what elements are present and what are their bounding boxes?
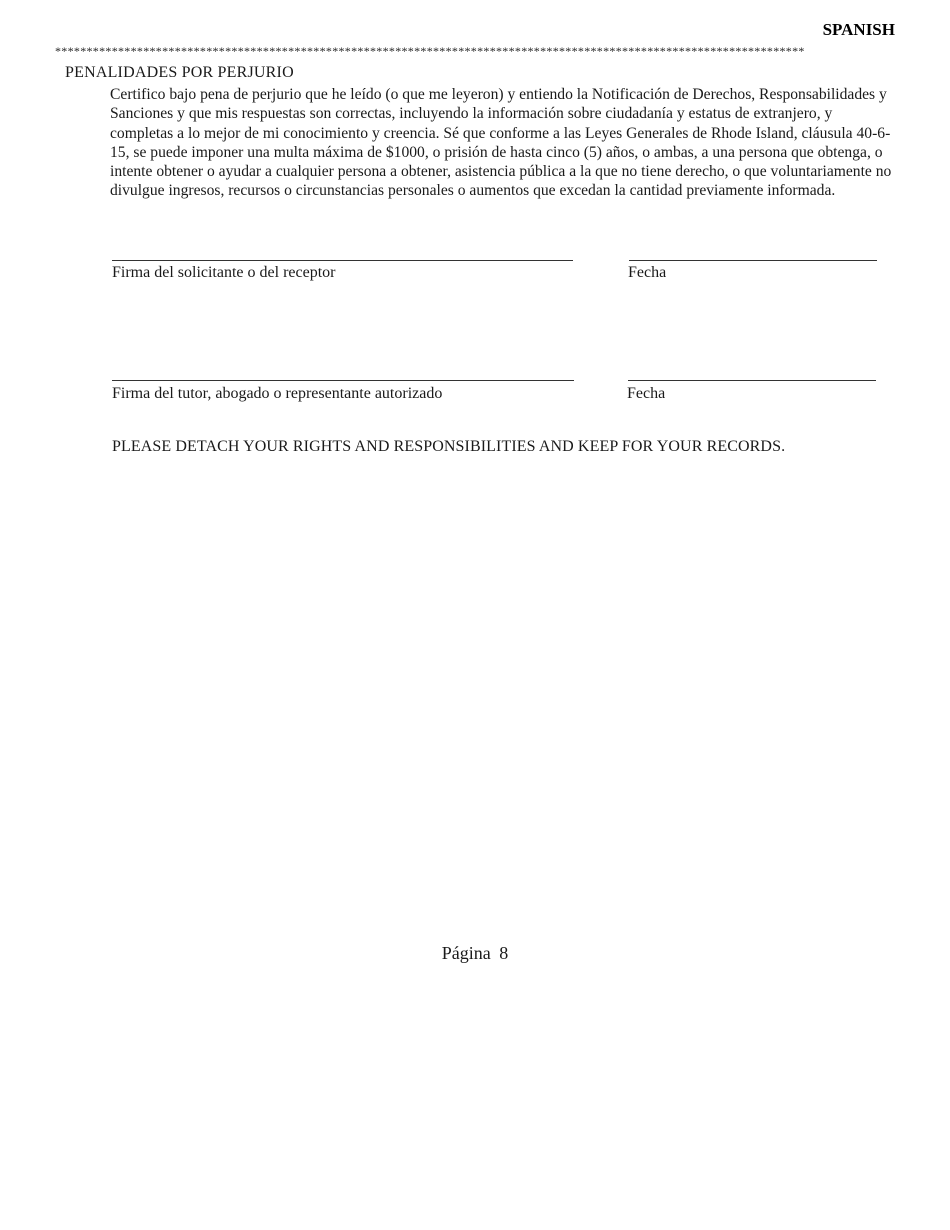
language-label: SPANISH	[822, 20, 895, 39]
representative-signature-line[interactable]	[112, 380, 574, 381]
representative-date-line[interactable]	[628, 380, 876, 381]
detach-notice: PLEASE DETACH YOUR RIGHTS AND RESPONSIBILITIES AND KEEP FOR YOUR RECORDS.	[112, 438, 786, 455]
applicant-signature-label: Firma del solicitante o del receptor	[112, 264, 336, 281]
page-number: Página 8	[441, 943, 509, 963]
representative-date-label: Fecha	[627, 385, 666, 402]
applicant-signature-line[interactable]	[112, 260, 573, 261]
section-heading: PENALIDADES POR PERJURIO	[65, 64, 294, 81]
certification-paragraph: Certifico bajo pena de perjurio que he leído (o que me leyeron) y entiendo la Notificación de Derechos, Responsabilidades y Sanciones y que mis respuestas son correctas, incluyendo la información sobre ciudadanía y estatus de extranjero, y completas a lo mejor de mi conocimiento y creencia. Sé que conforme a las Leyes Generales de Rhode Island, cláusula 40-6-15, se puede imponer una multa máxima de $1000, o prisión de hasta cinco (5) años, o ambas, a una persona que obtenga, o intente obtener o ayudar a cualquier persona a obtener, asistencia pública a la que no tiene derecho, o que voluntariamente no divulgue ingresos, recursos o circunstancias personales o aumentos que excedan la cantidad previamente informada.	[110, 86, 892, 200]
representative-signature-label: Firma del tutor, abogado o representante autorizado	[112, 385, 443, 402]
asterisk-separator: ***********************************************************************************************************************	[55, 44, 805, 58]
applicant-date-line[interactable]	[629, 260, 877, 261]
applicant-date-label: Fecha	[628, 264, 667, 281]
